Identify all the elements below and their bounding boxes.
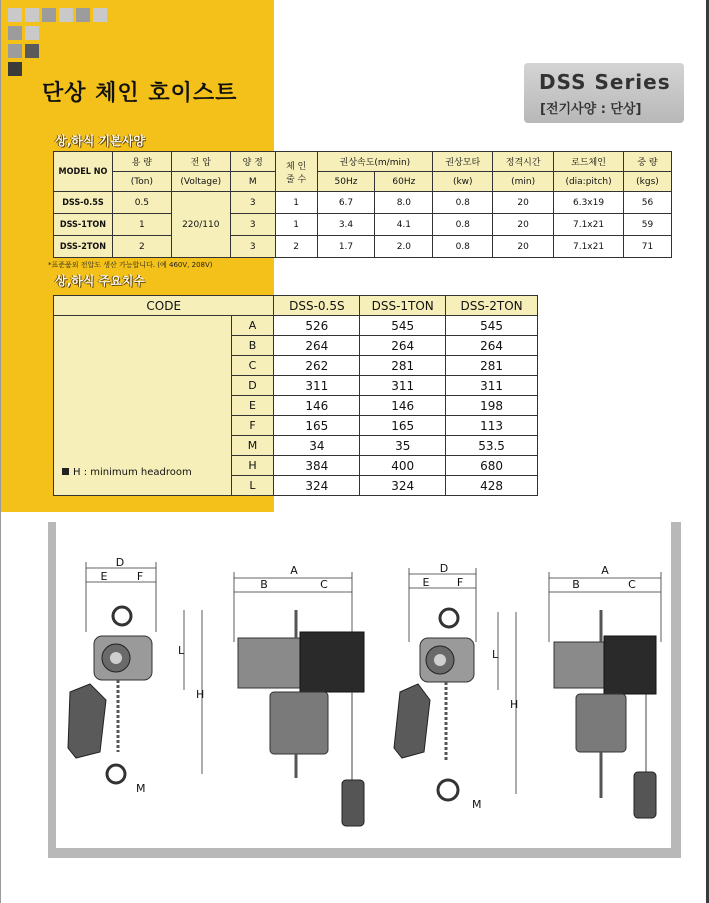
speed-60-cell: 4.1 xyxy=(375,214,433,236)
unit-rating: (min) xyxy=(493,172,554,192)
weight-cell: 56 xyxy=(624,192,672,214)
code-cell: E xyxy=(231,396,274,416)
dim-label: E xyxy=(422,576,430,589)
speed-50-cell: 1.7 xyxy=(317,236,375,258)
dim-label: B xyxy=(572,578,580,591)
weight-cell: 71 xyxy=(624,236,672,258)
value-cell: 400 xyxy=(360,456,446,476)
chain-cell: 7.1x21 xyxy=(554,214,624,236)
series-subtitle: [전기사양 : 단상] xyxy=(540,102,642,117)
motor-cell: 0.8 xyxy=(433,192,493,214)
code-cell: B xyxy=(231,336,274,356)
header-capacity: 용 량 xyxy=(112,152,171,172)
model-cell: DSS-0.5S xyxy=(54,192,113,214)
value-cell: 311 xyxy=(274,376,360,396)
unit-speed-50hz: 50Hz xyxy=(317,172,375,192)
chain-cell: 6.3x19 xyxy=(554,192,624,214)
dim-label: L xyxy=(178,644,185,657)
page-title: 단상 체인 호이스트 xyxy=(42,81,238,106)
dims-section-title: 상,하식 주요치수 xyxy=(55,274,145,288)
unit-capacity: (Ton) xyxy=(112,172,171,192)
lift-cell: 3 xyxy=(230,192,275,214)
value-cell: 34 xyxy=(274,436,360,456)
hoist-drawings-panel xyxy=(56,512,671,848)
value-cell: 165 xyxy=(360,416,446,436)
dim-label: D xyxy=(115,556,125,569)
voltage-cell: 220/110 xyxy=(171,192,230,258)
code-cell: C xyxy=(231,356,274,376)
value-cell: 264 xyxy=(446,336,538,356)
dim-label: A xyxy=(290,564,298,577)
value-cell: 113 xyxy=(446,416,538,436)
dim-label: L xyxy=(492,648,499,661)
unit-load-chain: (dia:pitch) xyxy=(554,172,624,192)
table-row xyxy=(54,214,672,236)
header-model: MODEL NO xyxy=(54,152,113,192)
lift-cell: 3 xyxy=(230,236,275,258)
value-cell: 545 xyxy=(446,316,538,336)
value-cell: 281 xyxy=(360,356,446,376)
hoist-side-view-2 xyxy=(554,610,656,818)
dim-label: M xyxy=(472,798,482,811)
speed-60-cell: 8.0 xyxy=(375,192,433,214)
value-cell: 526 xyxy=(274,316,360,336)
dim-label: C xyxy=(320,578,328,591)
hoist-dimension-drawings xyxy=(56,512,671,848)
code-cell: L xyxy=(231,476,274,496)
header-speed: 권상속도(m/min) xyxy=(317,152,433,172)
dim-label: F xyxy=(136,570,144,583)
headroom-note-text: H : minimum headroom xyxy=(73,467,192,478)
table-row xyxy=(54,316,538,336)
motor-cell: 0.8 xyxy=(433,214,493,236)
value-cell: 324 xyxy=(360,476,446,496)
drawing-shadow xyxy=(48,848,671,858)
code-cell: H xyxy=(231,456,274,476)
speed-50-cell: 6.7 xyxy=(317,192,375,214)
header-motor: 권상모타 xyxy=(433,152,493,172)
table-row xyxy=(54,236,672,258)
hoist-side-view-1 xyxy=(238,610,364,826)
drawing-shadow xyxy=(48,522,56,858)
unit-voltage: (Voltage) xyxy=(171,172,230,192)
dim-label: H xyxy=(196,688,205,701)
value-cell: 281 xyxy=(446,356,538,376)
lift-cell: 3 xyxy=(230,214,275,236)
value-cell: 311 xyxy=(446,376,538,396)
dim-label: E xyxy=(100,570,108,583)
falls-cell: 1 xyxy=(275,214,317,236)
header-rating: 정격시간 xyxy=(493,152,554,172)
dim-label: D xyxy=(439,562,449,575)
chain-cell: 7.1x21 xyxy=(554,236,624,258)
code-cell: D xyxy=(231,376,274,396)
capacity-cell: 0.5 xyxy=(112,192,171,214)
model-header: DSS-1TON xyxy=(360,296,446,316)
weight-cell: 59 xyxy=(624,214,672,236)
capacity-cell: 1 xyxy=(112,214,171,236)
value-cell: 428 xyxy=(446,476,538,496)
hoist-front-view-2 xyxy=(394,609,474,800)
headroom-note xyxy=(62,467,192,478)
square-bullet-icon xyxy=(62,468,69,475)
capacity-cell: 2 xyxy=(112,236,171,258)
motor-cell: 0.8 xyxy=(433,236,493,258)
dim-label: M xyxy=(136,782,146,795)
value-cell: 35 xyxy=(360,436,446,456)
model-header: DSS-0.5S xyxy=(274,296,360,316)
rating-cell: 20 xyxy=(493,214,554,236)
dim-label: H xyxy=(510,698,519,711)
code-cell: F xyxy=(231,416,274,436)
hoist-front-view-1 xyxy=(68,607,152,783)
value-cell: 146 xyxy=(360,396,446,416)
model-header: DSS-2TON xyxy=(446,296,538,316)
header-load-chain: 로드체인 xyxy=(554,152,624,172)
speed-50-cell: 3.4 xyxy=(317,214,375,236)
dim-label: F xyxy=(456,576,464,589)
value-cell: 53.5 xyxy=(446,436,538,456)
code-header: CODE xyxy=(54,296,274,316)
dim-label: A xyxy=(601,564,609,577)
code-cell: A xyxy=(231,316,274,336)
value-cell: 198 xyxy=(446,396,538,416)
header-voltage: 전 압 xyxy=(171,152,230,172)
falls-cell: 1 xyxy=(275,192,317,214)
speed-60-cell: 2.0 xyxy=(375,236,433,258)
header-chain-falls: 체 인 줄 수 xyxy=(275,152,317,192)
value-cell: 311 xyxy=(360,376,446,396)
model-cell: DSS-1TON xyxy=(54,214,113,236)
falls-cell: 2 xyxy=(275,236,317,258)
code-cell: M xyxy=(231,436,274,456)
value-cell: 262 xyxy=(274,356,360,376)
voltage-note: *표준품외 전압도 생산 가능합니다. (예 460V, 208V) xyxy=(48,261,213,269)
rating-cell: 20 xyxy=(493,192,554,214)
unit-motor: (kw) xyxy=(433,172,493,192)
spec-section-title: 상,하식 기본사양 xyxy=(55,134,145,148)
dim-label: C xyxy=(628,578,636,591)
unit-lift: M xyxy=(230,172,275,192)
value-cell: 264 xyxy=(360,336,446,356)
value-cell: 165 xyxy=(274,416,360,436)
dimensions-table xyxy=(53,295,538,496)
drawing-shadow xyxy=(671,522,681,858)
unit-weight: (kgs) xyxy=(624,172,672,192)
spec-table xyxy=(53,151,672,258)
value-cell: 324 xyxy=(274,476,360,496)
unit-speed-60hz: 60Hz xyxy=(375,172,433,192)
value-cell: 264 xyxy=(274,336,360,356)
value-cell: 680 xyxy=(446,456,538,476)
header-lift: 양 정 xyxy=(230,152,275,172)
value-cell: 146 xyxy=(274,396,360,416)
rating-cell: 20 xyxy=(493,236,554,258)
header-weight: 중 량 xyxy=(624,152,672,172)
dim-label: B xyxy=(260,578,268,591)
table-row xyxy=(54,192,672,214)
model-cell: DSS-2TON xyxy=(54,236,113,258)
series-title: DSS Series xyxy=(539,70,671,94)
value-cell: 545 xyxy=(360,316,446,336)
value-cell: 384 xyxy=(274,456,360,476)
